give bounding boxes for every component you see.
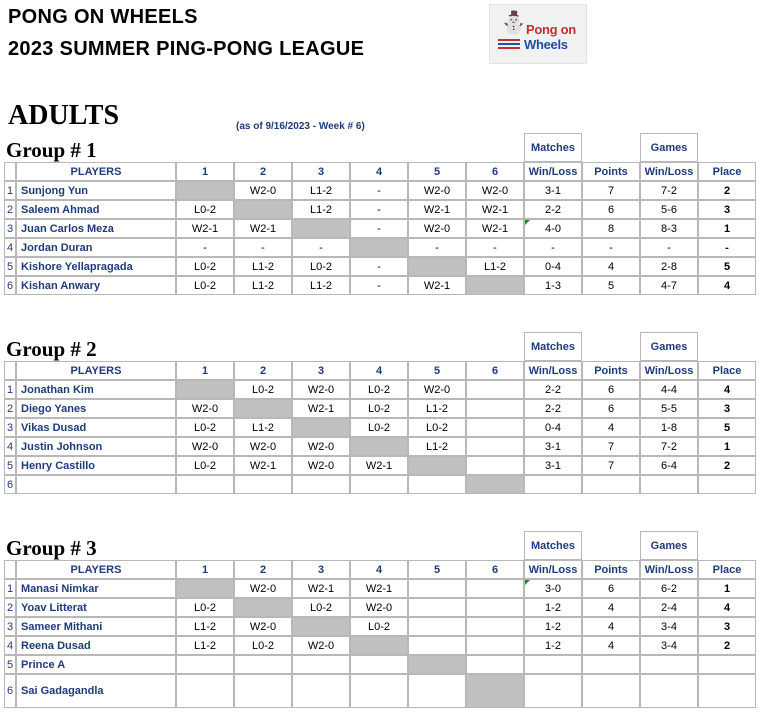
games-win-loss: 5-5 — [640, 399, 698, 418]
match-result-cell: L1-2 — [176, 636, 234, 655]
row-number: 6 — [4, 674, 16, 708]
players-header: PLAYERS — [16, 560, 176, 579]
opponent-header: 2 — [234, 162, 292, 181]
matches-win-loss: 0-4 — [524, 257, 582, 276]
points-header: Points — [582, 361, 640, 380]
player-icon: ⛄ — [500, 11, 528, 36]
league-name: PONG ON WHEELS — [8, 6, 198, 28]
games-win-loss: 7-2 — [640, 437, 698, 456]
opponent-header: 1 — [176, 361, 234, 380]
match-result-cell: W2-1 — [408, 276, 466, 295]
match-result-cell: L1-2 — [234, 418, 292, 437]
section-title: ADULTS — [8, 100, 120, 131]
self-match-cell — [234, 200, 292, 219]
row-number: 6 — [4, 475, 16, 494]
points-value: 7 — [582, 181, 640, 200]
row-number: 2 — [4, 399, 16, 418]
matches-header-top: Matches — [524, 133, 582, 162]
match-result-cell — [350, 674, 408, 708]
match-result-cell: W2-1 — [408, 200, 466, 219]
player-name: Reena Dusad — [16, 636, 176, 655]
place-value: 5 — [698, 418, 756, 437]
self-match-cell — [292, 219, 350, 238]
match-result-cell: W2-0 — [292, 636, 350, 655]
place-value: 1 — [698, 219, 756, 238]
games-win-loss: 3-4 — [640, 617, 698, 636]
match-result-cell: W2-0 — [466, 181, 524, 200]
group-title: Group # 1 — [6, 138, 97, 162]
match-result-cell — [466, 437, 524, 456]
games-win-loss: 1-8 — [640, 418, 698, 437]
games-win-loss: 6-2 — [640, 579, 698, 598]
points-value — [582, 655, 640, 674]
player-name: Diego Yanes — [16, 399, 176, 418]
match-result-cell — [466, 636, 524, 655]
match-result-cell: L0-2 — [176, 456, 234, 475]
matches-win-loss: 1-2 — [524, 636, 582, 655]
matches-win-loss: 2-2 — [524, 399, 582, 418]
points-header: Points — [582, 560, 640, 579]
games-win-loss — [640, 475, 698, 494]
match-result-cell: W2-1 — [350, 456, 408, 475]
place-value: 4 — [698, 598, 756, 617]
match-result-cell — [466, 598, 524, 617]
games-win-loss: 2-8 — [640, 257, 698, 276]
player-name: Jordan Duran — [16, 238, 176, 257]
match-result-cell: - — [292, 238, 350, 257]
row-number: 1 — [4, 181, 16, 200]
match-result-cell — [292, 655, 350, 674]
row-number-header — [4, 361, 16, 380]
row-number: 4 — [4, 238, 16, 257]
points-value: 6 — [582, 579, 640, 598]
self-match-cell — [234, 598, 292, 617]
games-header-top: Games — [640, 133, 698, 162]
match-result-cell: L1-2 — [234, 276, 292, 295]
place-value: 4 — [698, 276, 756, 295]
place-value: 2 — [698, 456, 756, 475]
place-value: 3 — [698, 617, 756, 636]
group-title: Group # 2 — [6, 337, 97, 361]
opponent-header: 5 — [408, 361, 466, 380]
match-result-cell: W2-0 — [234, 617, 292, 636]
opponent-header: 2 — [234, 361, 292, 380]
opponent-header: 6 — [466, 560, 524, 579]
self-match-cell — [350, 437, 408, 456]
games-win-loss — [640, 655, 698, 674]
row-number-header — [4, 162, 16, 181]
match-result-cell: L1-2 — [292, 181, 350, 200]
match-result-cell — [350, 655, 408, 674]
place-header: Place — [698, 361, 756, 380]
points-value — [582, 674, 640, 708]
matches-win-loss: 3-0 — [524, 579, 582, 598]
match-result-cell: - — [350, 181, 408, 200]
match-result-cell — [292, 674, 350, 708]
self-match-cell — [408, 655, 466, 674]
opponent-header: 4 — [350, 162, 408, 181]
row-number: 1 — [4, 380, 16, 399]
points-value: 4 — [582, 257, 640, 276]
player-name: Jonathan Kim — [16, 380, 176, 399]
match-result-cell: L1-2 — [408, 399, 466, 418]
games-win-loss: 3-4 — [640, 636, 698, 655]
match-result-cell: W2-0 — [176, 437, 234, 456]
matches-header: Win/Loss — [524, 162, 582, 181]
comment-marker-icon — [525, 220, 530, 225]
match-result-cell: - — [350, 219, 408, 238]
match-result-cell: W2-0 — [234, 181, 292, 200]
match-result-cell: W2-1 — [292, 579, 350, 598]
match-result-cell: L1-2 — [234, 257, 292, 276]
games-header: Win/Loss — [640, 361, 698, 380]
player-name: Henry Castillo — [16, 456, 176, 475]
matches-win-loss: 3-1 — [524, 456, 582, 475]
place-value — [698, 655, 756, 674]
match-result-cell — [466, 655, 524, 674]
games-win-loss: 5-6 — [640, 200, 698, 219]
match-result-cell — [466, 380, 524, 399]
points-value: 4 — [582, 636, 640, 655]
self-match-cell — [176, 380, 234, 399]
place-value: 1 — [698, 437, 756, 456]
row-number: 3 — [4, 418, 16, 437]
match-result-cell: W2-1 — [466, 200, 524, 219]
games-header: Win/Loss — [640, 162, 698, 181]
points-value: 8 — [582, 219, 640, 238]
opponent-header: 3 — [292, 361, 350, 380]
match-result-cell: W2-0 — [234, 579, 292, 598]
player-name: Manasi Nimkar — [16, 579, 176, 598]
match-result-cell: L0-2 — [292, 598, 350, 617]
opponent-header: 3 — [292, 162, 350, 181]
opponent-header: 4 — [350, 560, 408, 579]
match-result-cell: - — [350, 200, 408, 219]
match-result-cell: W2-1 — [234, 456, 292, 475]
self-match-cell — [408, 456, 466, 475]
self-match-cell — [466, 674, 524, 708]
self-match-cell — [234, 399, 292, 418]
players-header: PLAYERS — [16, 162, 176, 181]
row-number: 2 — [4, 598, 16, 617]
logo-text-bottom: Wheels — [524, 37, 568, 52]
self-match-cell — [466, 475, 524, 494]
matches-win-loss — [524, 655, 582, 674]
match-result-cell: W2-1 — [350, 579, 408, 598]
games-win-loss: - — [640, 238, 698, 257]
opponent-header: 1 — [176, 560, 234, 579]
matches-win-loss: 2-2 — [524, 380, 582, 399]
match-result-cell: L0-2 — [292, 257, 350, 276]
opponent-header: 4 — [350, 361, 408, 380]
self-match-cell — [292, 617, 350, 636]
match-result-cell — [466, 399, 524, 418]
self-match-cell — [176, 181, 234, 200]
games-win-loss: 6-4 — [640, 456, 698, 475]
match-result-cell — [408, 598, 466, 617]
motion-lines-icon — [498, 39, 520, 41]
opponent-header: 3 — [292, 560, 350, 579]
logo-text-top: Pong on — [526, 22, 576, 37]
games-win-loss: 4-7 — [640, 276, 698, 295]
player-name: Kishore Yellapragada — [16, 257, 176, 276]
player-name — [16, 475, 176, 494]
match-result-cell — [408, 636, 466, 655]
match-result-cell: L0-2 — [350, 399, 408, 418]
place-value — [698, 674, 756, 708]
match-result-cell: W2-0 — [292, 456, 350, 475]
points-value: 7 — [582, 437, 640, 456]
row-number: 5 — [4, 257, 16, 276]
points-value: 4 — [582, 617, 640, 636]
match-result-cell — [408, 617, 466, 636]
match-result-cell — [466, 579, 524, 598]
points-value: - — [582, 238, 640, 257]
matches-win-loss: 1-2 — [524, 617, 582, 636]
points-value: 6 — [582, 200, 640, 219]
match-result-cell: W2-0 — [408, 219, 466, 238]
pong-on-wheels-logo — [489, 4, 587, 64]
match-result-cell — [350, 475, 408, 494]
matches-win-loss: 2-2 — [524, 200, 582, 219]
opponent-header: 6 — [466, 162, 524, 181]
place-value — [698, 475, 756, 494]
place-value: 3 — [698, 200, 756, 219]
self-match-cell — [350, 636, 408, 655]
place-value: 2 — [698, 181, 756, 200]
match-result-cell: W2-0 — [234, 437, 292, 456]
opponent-header: 1 — [176, 162, 234, 181]
player-name: Yoav Litterat — [16, 598, 176, 617]
match-result-cell: W2-0 — [292, 437, 350, 456]
games-header-top: Games — [640, 531, 698, 560]
games-win-loss: 7-2 — [640, 181, 698, 200]
match-result-cell — [176, 655, 234, 674]
match-result-cell: - — [176, 238, 234, 257]
league-subtitle: 2023 SUMMER PING-PONG LEAGUE — [8, 38, 365, 60]
player-name: Sameer Mithani — [16, 617, 176, 636]
player-name: Kishan Anwary — [16, 276, 176, 295]
place-header: Place — [698, 162, 756, 181]
games-header-top: Games — [640, 332, 698, 361]
match-result-cell: L1-2 — [176, 617, 234, 636]
match-result-cell: L0-2 — [350, 418, 408, 437]
matches-header: Win/Loss — [524, 361, 582, 380]
match-result-cell: W2-0 — [350, 598, 408, 617]
points-value: 4 — [582, 418, 640, 437]
matches-win-loss: 1-3 — [524, 276, 582, 295]
place-value: 4 — [698, 380, 756, 399]
match-result-cell: - — [408, 238, 466, 257]
games-win-loss — [640, 674, 698, 708]
player-name: Juan Carlos Meza — [16, 219, 176, 238]
players-header: PLAYERS — [16, 361, 176, 380]
row-number: 3 — [4, 219, 16, 238]
place-value: 2 — [698, 636, 756, 655]
opponent-header: 2 — [234, 560, 292, 579]
place-value: 1 — [698, 579, 756, 598]
points-value: 6 — [582, 380, 640, 399]
matches-win-loss: - — [524, 238, 582, 257]
matches-win-loss: 0-4 — [524, 418, 582, 437]
match-result-cell — [234, 475, 292, 494]
points-value: 4 — [582, 598, 640, 617]
match-result-cell: W2-1 — [466, 219, 524, 238]
points-value: 6 — [582, 399, 640, 418]
self-match-cell — [466, 276, 524, 295]
match-result-cell: - — [466, 238, 524, 257]
row-number: 3 — [4, 617, 16, 636]
matches-header-top: Matches — [524, 332, 582, 361]
as-of-note: (as of 9/16/2023 - Week # 6) — [236, 121, 365, 132]
points-value — [582, 475, 640, 494]
place-value: - — [698, 238, 756, 257]
player-name: Sunjong Yun — [16, 181, 176, 200]
match-result-cell: L0-2 — [234, 636, 292, 655]
row-number: 1 — [4, 579, 16, 598]
match-result-cell: L0-2 — [176, 200, 234, 219]
match-result-cell: L0-2 — [176, 276, 234, 295]
player-name: Prince A — [16, 655, 176, 674]
match-result-cell: W2-0 — [408, 181, 466, 200]
self-match-cell — [292, 418, 350, 437]
match-result-cell — [408, 579, 466, 598]
games-win-loss: 4-4 — [640, 380, 698, 399]
player-name: Saleem Ahmad — [16, 200, 176, 219]
match-result-cell: L0-2 — [234, 380, 292, 399]
games-header: Win/Loss — [640, 560, 698, 579]
self-match-cell — [350, 238, 408, 257]
match-result-cell: W2-1 — [176, 219, 234, 238]
match-result-cell: L0-2 — [408, 418, 466, 437]
match-result-cell: L0-2 — [176, 418, 234, 437]
matches-header-top: Matches — [524, 531, 582, 560]
opponent-header: 6 — [466, 361, 524, 380]
matches-win-loss: 1-2 — [524, 598, 582, 617]
matches-header: Win/Loss — [524, 560, 582, 579]
match-result-cell: L1-2 — [292, 200, 350, 219]
match-result-cell: W2-0 — [408, 380, 466, 399]
match-result-cell: L0-2 — [176, 598, 234, 617]
matches-win-loss: 4-0 — [524, 219, 582, 238]
player-name: Justin Johnson — [16, 437, 176, 456]
row-number: 4 — [4, 437, 16, 456]
match-result-cell: W2-1 — [292, 399, 350, 418]
place-header: Place — [698, 560, 756, 579]
match-result-cell — [408, 674, 466, 708]
match-result-cell: L0-2 — [350, 617, 408, 636]
player-name: Sai Gadagandla — [16, 674, 176, 708]
matches-win-loss — [524, 475, 582, 494]
opponent-header: 5 — [408, 162, 466, 181]
place-value: 5 — [698, 257, 756, 276]
match-result-cell — [466, 617, 524, 636]
match-result-cell: L1-2 — [292, 276, 350, 295]
self-match-cell — [176, 579, 234, 598]
games-win-loss: 8-3 — [640, 219, 698, 238]
points-value: 7 — [582, 456, 640, 475]
match-result-cell — [176, 475, 234, 494]
games-win-loss: 2-4 — [640, 598, 698, 617]
match-result-cell: - — [350, 257, 408, 276]
row-number: 6 — [4, 276, 16, 295]
matches-win-loss: 3-1 — [524, 437, 582, 456]
row-number: 5 — [4, 456, 16, 475]
matches-win-loss — [524, 674, 582, 708]
points-header: Points — [582, 162, 640, 181]
match-result-cell — [466, 418, 524, 437]
group-title: Group # 3 — [6, 536, 97, 560]
match-result-cell: L0-2 — [350, 380, 408, 399]
match-result-cell: W2-0 — [176, 399, 234, 418]
row-number: 5 — [4, 655, 16, 674]
points-value: 5 — [582, 276, 640, 295]
place-value: 3 — [698, 399, 756, 418]
match-result-cell — [176, 674, 234, 708]
match-result-cell: L1-2 — [408, 437, 466, 456]
comment-marker-icon — [525, 580, 530, 585]
match-result-cell — [408, 475, 466, 494]
match-result-cell: L0-2 — [176, 257, 234, 276]
opponent-header: 5 — [408, 560, 466, 579]
match-result-cell — [292, 475, 350, 494]
player-name: Vikas Dusad — [16, 418, 176, 437]
match-result-cell — [234, 655, 292, 674]
matches-win-loss: 3-1 — [524, 181, 582, 200]
match-result-cell: - — [234, 238, 292, 257]
row-number: 4 — [4, 636, 16, 655]
match-result-cell: L1-2 — [466, 257, 524, 276]
match-result-cell — [234, 674, 292, 708]
self-match-cell — [408, 257, 466, 276]
row-number-header — [4, 560, 16, 579]
row-number: 2 — [4, 200, 16, 219]
match-result-cell: W2-1 — [234, 219, 292, 238]
match-result-cell — [466, 456, 524, 475]
match-result-cell: W2-0 — [292, 380, 350, 399]
match-result-cell: - — [350, 276, 408, 295]
